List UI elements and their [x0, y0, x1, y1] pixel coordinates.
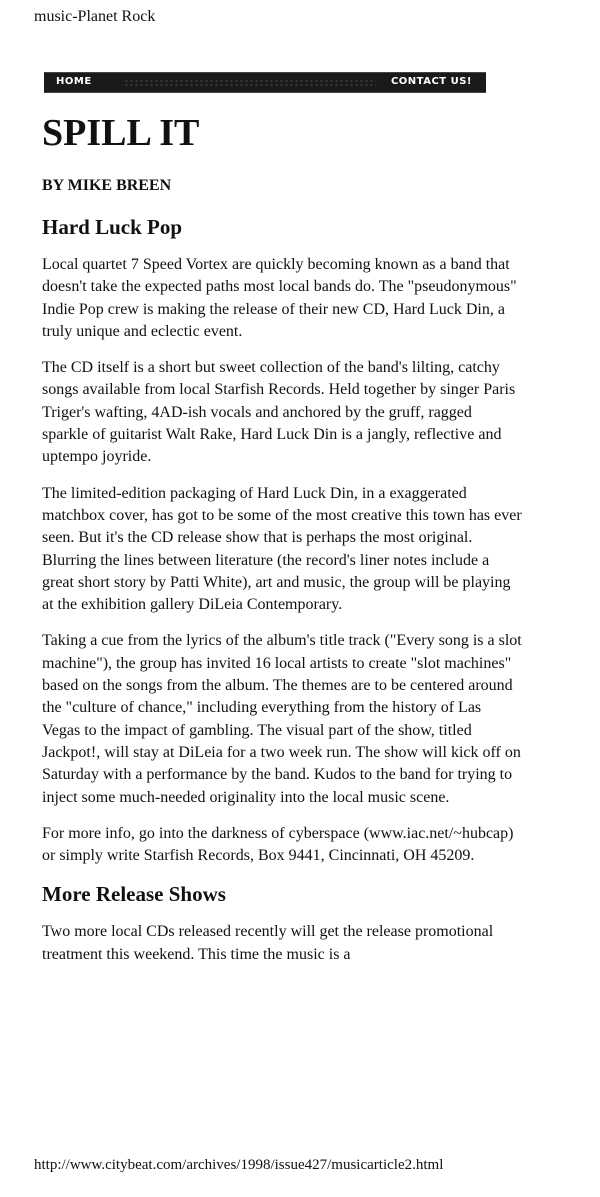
page-footer-url: http://www.citybeat.com/archives/1998/issue427/musicarticle2.html: [34, 1157, 444, 1173]
article: [42, 110, 562, 966]
article-paragraph: Two more local CDs released recently will get the release promotional treatment this weekend. This time the music is a: [42, 923, 494, 963]
nav-decorative-pattern: [124, 79, 376, 87]
nav-contact-link[interactable]: CONTACT US!: [390, 76, 472, 87]
article-paragraph: Taking a cue from the lyrics of the album's title track ("Every song is a slot machine"), the group has invited 16 local artists to create "slot machines" based on the songs from the album. The themes are to be centered around the "culture of chance," including everything from the history of Las Vegas to the impact of gambling. The visual part of the show, titled Jackpot!, will stay at DiLeia for a two week run. The show will kick off on Saturday with a performance by the band. Kudos to the band for trying to inject some much-needed originality into the local music scene.: [42, 632, 522, 806]
article-paragraph: The limited-edition packaging of Hard Luck Din, in a exaggerated matchbox cover, has got to be some of the most creative this town has ever seen. But it's the CD release show that is perhaps the most original. Blurring the lines between literature (the record's liner notes include a great short story by Patti White), art and music, the group will be playing at the exhibition gallery DiLeia Contemporary.: [42, 484, 522, 614]
navigation-bar: [44, 72, 486, 93]
nav-home-link[interactable]: HOME: [56, 76, 92, 87]
article-byline: BY MIKE BREEN: [42, 177, 172, 194]
article-paragraph: The CD itself is a short but sweet collection of the band's lilting, catchy songs available from local Starfish Records. Held together by singer Paris Triger's wafting, 4AD-ish vocals and anchored by the gruff, ragged sparkle of guitarist Walt Rake, Hard Luck Din is a jangly, reflective and uptempo joyride.: [42, 359, 516, 466]
section-heading-hard-luck-pop: Hard Luck Pop: [42, 215, 183, 239]
page-header: music-Planet Rock: [34, 8, 156, 25]
section-heading-more-release-shows: More Release Shows: [42, 882, 226, 907]
article-paragraph: For more info, go into the darkness of cyberspace (www.iac.net/~hubcap) or simply write Starfish Records, Box 9441, Cincinnati, OH 45209.: [42, 824, 514, 865]
article-title: SPILL IT: [42, 112, 200, 154]
article-paragraph: Local quartet 7 Speed Vortex are quickly becoming known as a band that doesn't take the expected paths most local bands do. The "pseudonymous" Indie Pop crew is making the release of their new CD, Hard Luck Din, a truly unique and eclectic event.: [42, 256, 517, 340]
